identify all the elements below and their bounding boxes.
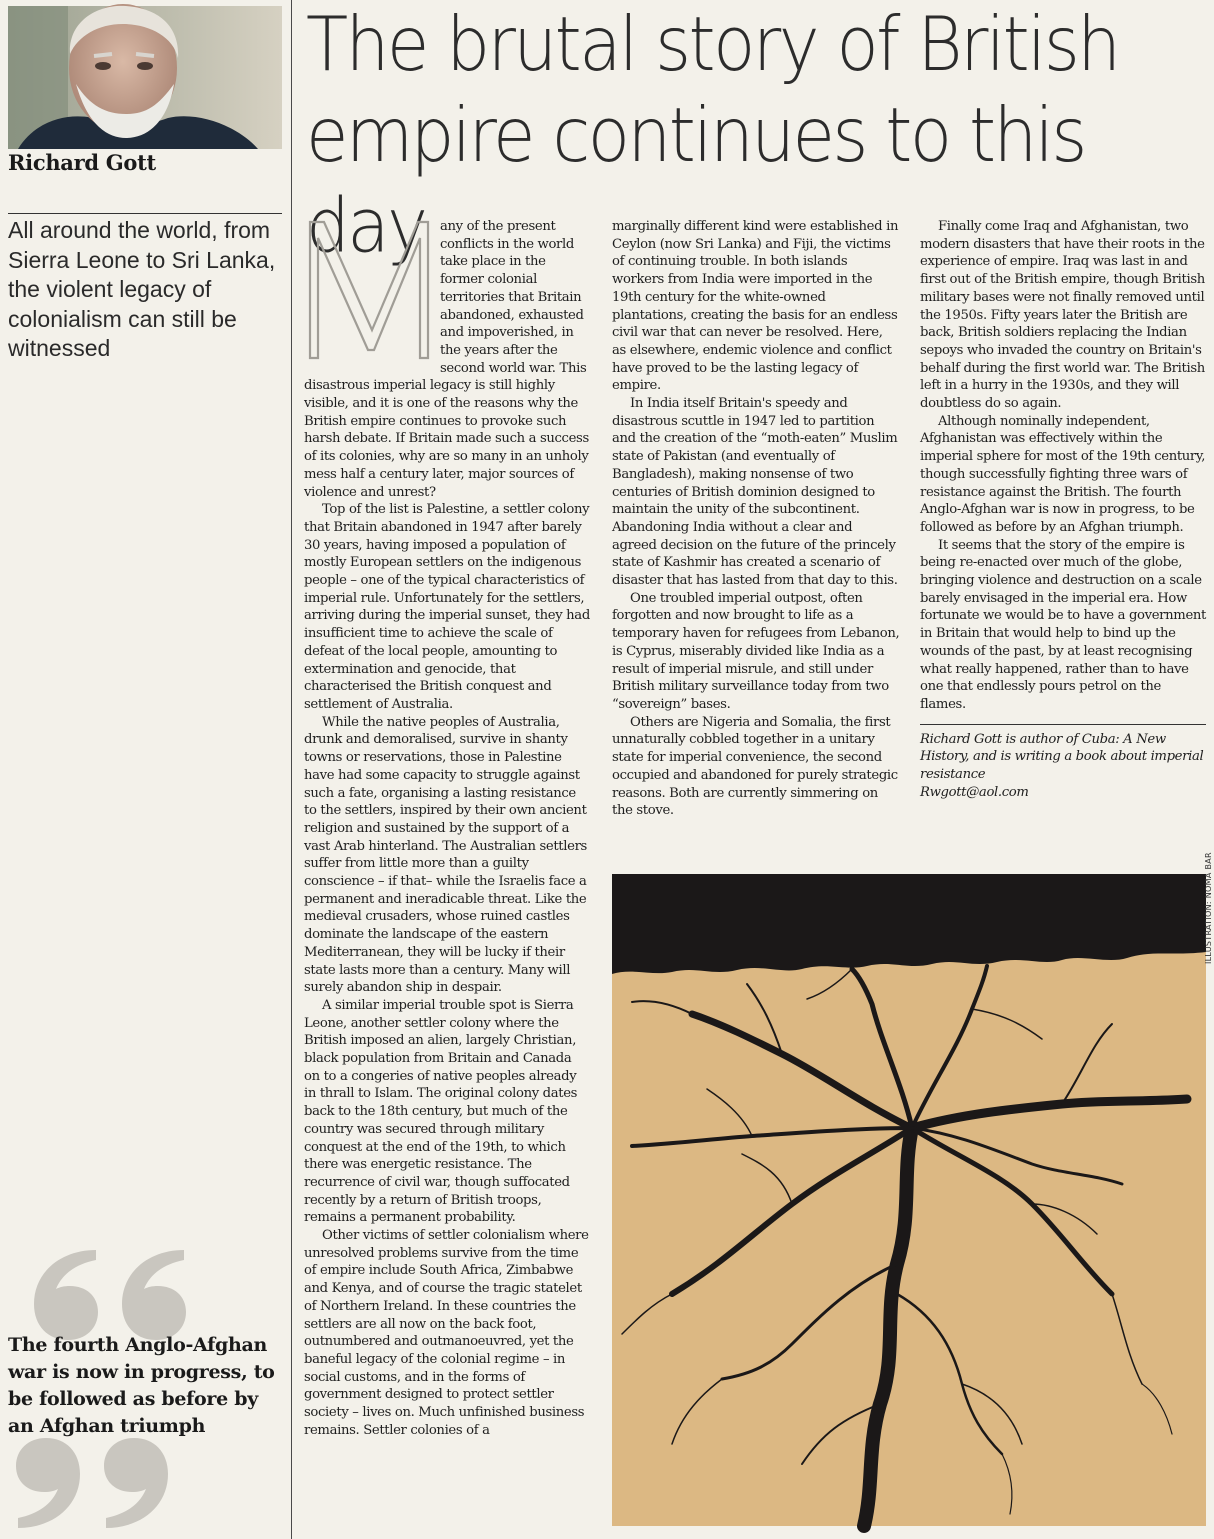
bio-divider: [920, 724, 1206, 725]
body-paragraph: In India itself Britain's speedy and disastrous scuttle in 1947 led to partition and the creation of the “moth-eaten” Muslim state of Pakistan (and eventually of Bangladesh), making nonsense of two centuries of British dominion designed to maintain the unity of the subcontinent. Abandoning India without a clear and agreed decision on the future of the princely state of Kashmir has created a scenario of disaster that has lasted from that day to this.: [612, 396, 898, 589]
headline-line-2: empire continues to this day: [306, 92, 1085, 270]
body-paragraph: marginally different kind were established in Ceylon (now Sri Lanka) and Fiji, the victims of continuing trouble. In both islands workers from India were imported in the 19th century for the white-owned plantations, creating the basis for an endless civil war that can never be resolved. Here, as elsewhere, endemic violence and conflict have proved to be the lasting legacy of empire.: [612, 219, 899, 394]
body-paragraph: Others are Nigeria and Somalia, the first unnaturally cobbled together in a unitary state for imperial convenience, the second occupied and abandoned for purely strategic reasons. Both are currently simmering on the stove.: [612, 714, 898, 819]
body-paragraph: any of the present conflicts in the world take place in the former colonial territories that Britain abandoned, exhausted and impoverished, in the years after the second world war. This disastrous imperial legacy is still highly visible, and it is one of the reasons why the British empire continues to provoke such harsh debate. If Britain made such a success of its colonies, why are so many in an unholy mess half a century later, major sources of violence and unrest?: [304, 219, 589, 500]
article-column-1: [304, 218, 590, 1533]
open-quote-icon: [6, 1242, 196, 1342]
article-column-3: [920, 218, 1206, 800]
close-quote-icon: [6, 1436, 196, 1536]
article-column-2: [612, 218, 900, 858]
author-sidebar: [0, 0, 292, 1539]
author-portrait-image: [8, 6, 282, 149]
drop-cap-m: [304, 218, 432, 360]
body-paragraph: Other victims of settler colonialism where unresolved problems survive from the time of empire include South Africa, Zimbabwe and Kenya, and of course the tragic statelet of Northern Ireland. In these countries the settlers are all now on the back foot, outnumbered and outmanoeuvred, yet the baneful legacy of the colonial regime – in social customs, and in the forms of government designed to protect settler society – lives on. Much unfinished business remains. Settler colonies of a: [304, 1228, 589, 1438]
standfirst: All around the world, from Sierra Leone to Sri Lanka, the violent legacy of colonialism can still be witnessed: [8, 217, 276, 361]
body-paragraph: It seems that the story of the empire is being re-enacted over much of the globe, bringing violence and destruction on a scale barely envisaged in the imperial era. How fortunate we would be to have a government in Britain that would help to bind up the wounds of the past, by at least recognising what really happened, rather than to have one that endlessly pours petrol on the flames.: [920, 537, 1206, 712]
crack-illustration-image: [612, 874, 1206, 1526]
author-photo: [8, 6, 282, 149]
body-paragraph: A similar imperial trouble spot is Sierra Leone, another settler colony where the British imposed an alien, largely Christian, black population from Britain and Canada on to a congeries of native peoples already in thrall to Islam. The original colony dates back to the 18th century, but much of the country was secured through military conquest at the end of the 19th, to which there was energetic resistance. The recurrence of civil war, though suffocated recently by a return of British troops, remains a permanent probability.: [304, 997, 578, 1226]
body-paragraph: Finally come Iraq and Afghanistan, two modern disasters that have their roots in the experience of empire. Iraq was last in and first out of the British empire, though British military bases were not finally removed until the 1950s. Fifty years later the British are back, British soldiers replacing the Indian sepoys who invaded the country on Britain's behalf during the first world war. The British left in a hurry in the 1930s, and they will doubtless do so again.: [920, 219, 1205, 412]
body-paragraph: While the native peoples of Australia, drunk and demoralised, survive in shanty towns or reservations, those in Palestine have had some capacity to struggle against such a fate, organising a lasting resistance to the settlers, inspired by their own ancient religion and sustained by the support of a vast Arab hinterland. The Australian settlers suffer from little more than a guilty conscience – if that– while the Israelis face a permanent and ineradicable threat. Like the medieval crusaders, whose ruined castles dominate the landscape of the eastern Mediterranean, they will be lucky if their state lasts more than a century. Many will surely abandon ship in despair.: [304, 714, 587, 996]
author-bio: Richard Gott is author of Cuba: A New History, and is writing a book about imperial resistance: [920, 731, 1204, 783]
author-byline: Richard Gott: [8, 150, 156, 175]
illustration-credit: ILLUSTRATION: NOMA BAR: [1204, 852, 1213, 964]
author-email[interactable]: Rwgott@aol.com: [920, 784, 1029, 800]
standfirst-divider: [8, 213, 282, 214]
cracked-earth-illustration: [612, 874, 1206, 1526]
pull-quote: The fourth Anglo-Afghan war is now in progress, to be followed as before by an Afghan triumph: [8, 1334, 275, 1437]
body-paragraph: Although nominally independent, Afghanistan was effectively within the imperial sphere for most of the 19th century, though successfully fighting three wars of resistance against the British. The fourth Anglo-Afghan war is now in progress, to be followed as before by an Afghan triumph.: [920, 413, 1206, 535]
headline-line-1: The brutal story of British: [306, 2, 1119, 89]
body-paragraph: One troubled imperial outpost, often forgotten and now brought to life as a temporary haven for refugees from Lebanon, is Cyprus, miserably divided like India as a result of imperial misrule, and still under British military surveillance today from two “sovereign” bases.: [612, 590, 900, 712]
body-paragraph: Top of the list is Palestine, a settler colony that Britain abandoned in 1947 after barely 30 years, having imposed a population of mostly European settlers on the indigenous people – one of the typical characteristics of imperial rule. Unfortunately for the settlers, arriving during the imperial sunset, they had insufficient time to achieve the scale of defeat of the local people, amounting to extermination and genocide, that characterised the British conquest and settlement of Australia.: [304, 502, 590, 712]
